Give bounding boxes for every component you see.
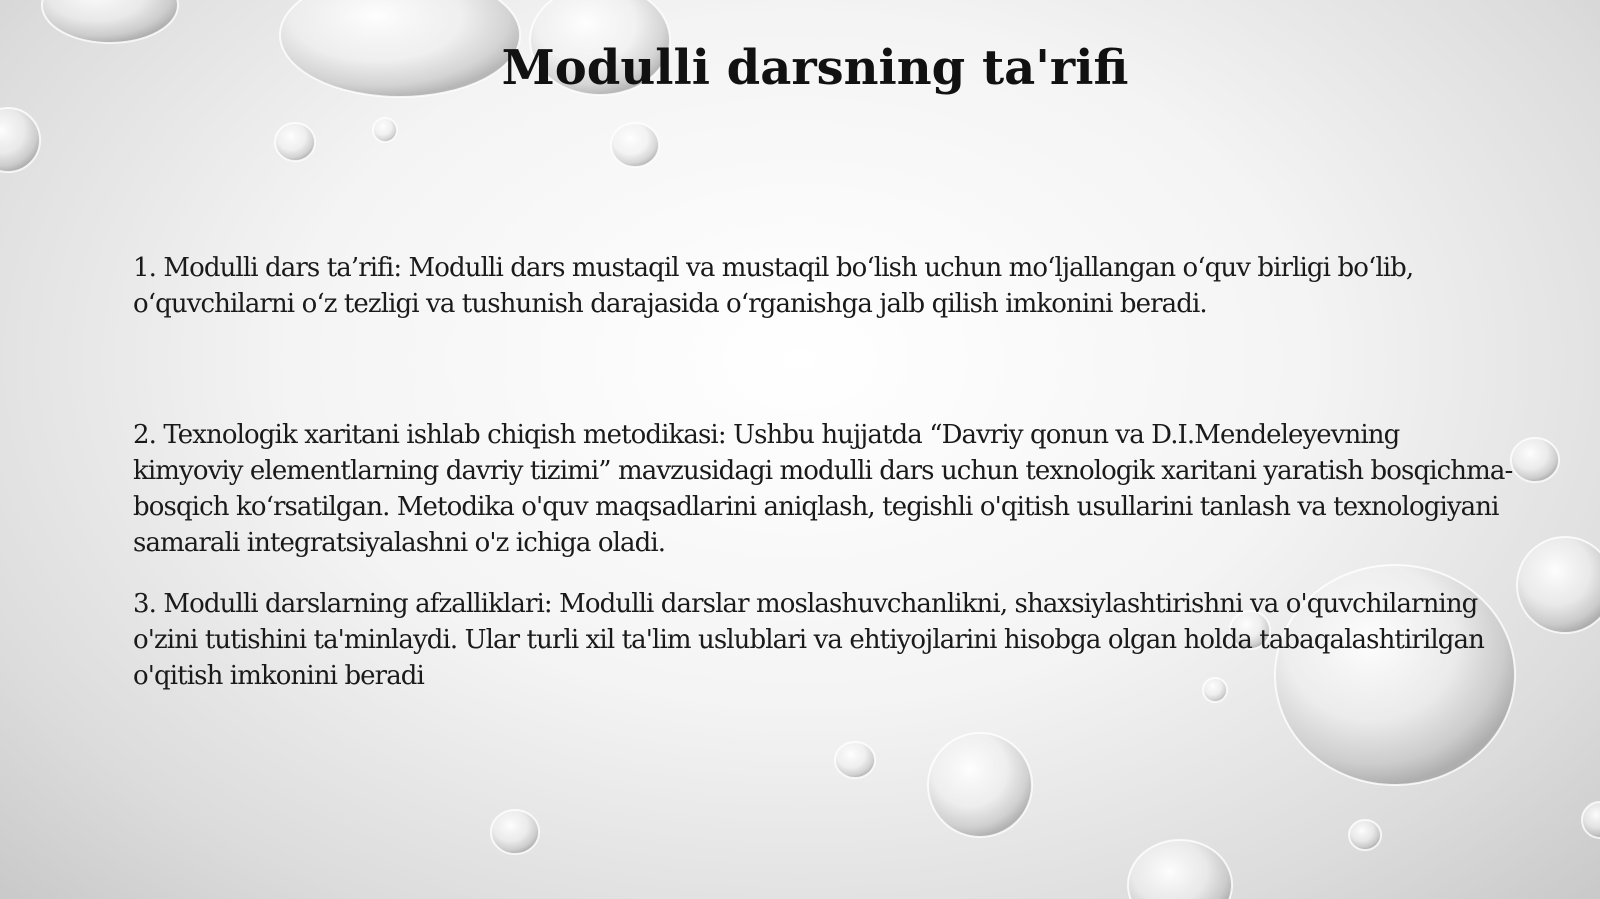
slide-title: Modulli darsning ta'rifi bbox=[501, 40, 1129, 96]
paragraph-2: 2. Texnologik xaritani ishlab chiqish metodikasi: Ushbu hujjatda “Davriy qonun va D.I.Mendeleyevning kimyoviy elementlarning davriy tizimi” mavzusidagi modulli dars uchun texnologik xaritani yaratish bosqichma-bosqich ko‘rsatilgan. Metodika o'quv maqsadlarini aniqlash, tegishli o'qitish usullarini tanlash va texnologiyani samarali integratsiyalashni o'z ichiga oladi. bbox=[133, 420, 1513, 558]
paragraph-3: 3. Modulli darslarning afzalliklari: Modulli darslar moslashuvchanlikni, shaxsiylashtirishni va o'quvchilarning o'zini tutishini ta'minlaydi. Ular turli xil ta'lim uslublari va ehtiyojlarini hisobga olgan holda tabaqalashtirilgan o'qitish imkonini beradi bbox=[133, 589, 1484, 691]
slide-body bbox=[133, 250, 1513, 694]
paragraph-1: 1. Modulli dars ta’rifi: Modulli dars mustaqil va mustaqil bo‘lish uchun mo‘ljallangan o‘quv birligi bo‘lib, o‘quvchilarni o‘z tezligi va tushunish darajasida o‘rganishga jalb qilish imkonini beradi. bbox=[133, 253, 1414, 319]
